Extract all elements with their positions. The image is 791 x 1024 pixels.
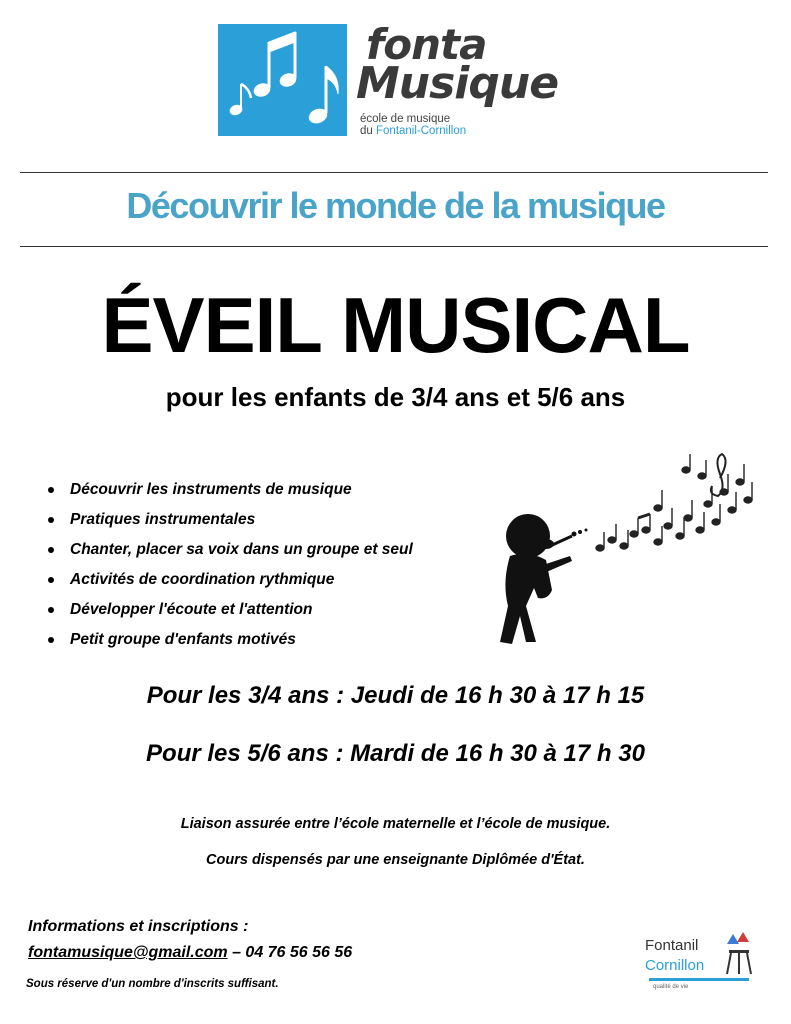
school-logo-mark <box>218 24 347 136</box>
email-link[interactable]: fontamusique@gmail.com <box>28 944 228 961</box>
town-emblem-icon <box>723 930 755 980</box>
schedule-3-4: Pour les 3/4 ans : Jeudi de 16 h 30 à 17 h 15 <box>146 682 645 709</box>
list-item: Découvrir les instruments de musique <box>46 478 413 508</box>
teacher-note: Cours dispensés par une enseignante Diplômée d'État. <box>206 852 585 868</box>
page-title: ÉVEIL MUSICAL <box>101 281 690 369</box>
note-icon <box>596 532 604 551</box>
logo-title-line2: Musique <box>356 58 559 109</box>
child-music-notes-illustration <box>488 448 768 648</box>
logo-subtitle-place: Fontanil-Cornillon <box>376 125 467 137</box>
page-subtitle: pour les enfants de 3/4 ans et 5/6 ans <box>165 382 626 412</box>
town-logo-tagline: qualité de vie <box>653 984 689 990</box>
town-logo-line1: Fontanil <box>645 937 699 954</box>
disclaimer: Sous réserve d'un nombre d'inscrits suffisant. <box>26 978 279 990</box>
phone-number: – 04 76 56 56 56 <box>227 944 353 961</box>
tagline: Découvrir le monde de la musique <box>126 185 665 226</box>
logo-title-line1: fonta <box>366 20 487 69</box>
list-item: Chanter, placer sa voix dans un groupe et seul <box>46 538 413 568</box>
logo-subtitle-line2 <box>360 125 466 137</box>
school-logo-subtitle <box>360 113 466 137</box>
list-item: Pratiques instrumentales <box>46 508 413 538</box>
contact-info <box>28 914 352 966</box>
schedule-5-6: Pour les 5/6 ans : Mardi de 16 h 30 à 17 h 30 <box>146 740 645 767</box>
activities-list <box>46 478 413 658</box>
top-divider <box>20 172 768 173</box>
school-logo-title <box>356 20 559 109</box>
list-item: Petit groupe d'enfants motivés <box>46 628 413 658</box>
bottom-divider <box>20 246 768 247</box>
list-item: Développer l'écoute et l'attention <box>46 598 413 628</box>
music-notes-icon <box>218 24 347 136</box>
contact-heading: Informations et inscriptions : <box>28 918 249 935</box>
logo-subtitle-line1: école de musique <box>360 113 451 125</box>
liaison-note: Liaison assurée entre l’école maternelle et l’école de musique. <box>180 816 611 832</box>
town-logo <box>645 930 755 1000</box>
logo-subtitle-prefix: du <box>360 125 376 137</box>
list-item: Activités de coordination rythmique <box>46 568 413 598</box>
town-logo-line2: Cornillon <box>645 957 705 974</box>
contact-line <box>28 940 352 966</box>
town-logo-wave <box>649 978 749 981</box>
